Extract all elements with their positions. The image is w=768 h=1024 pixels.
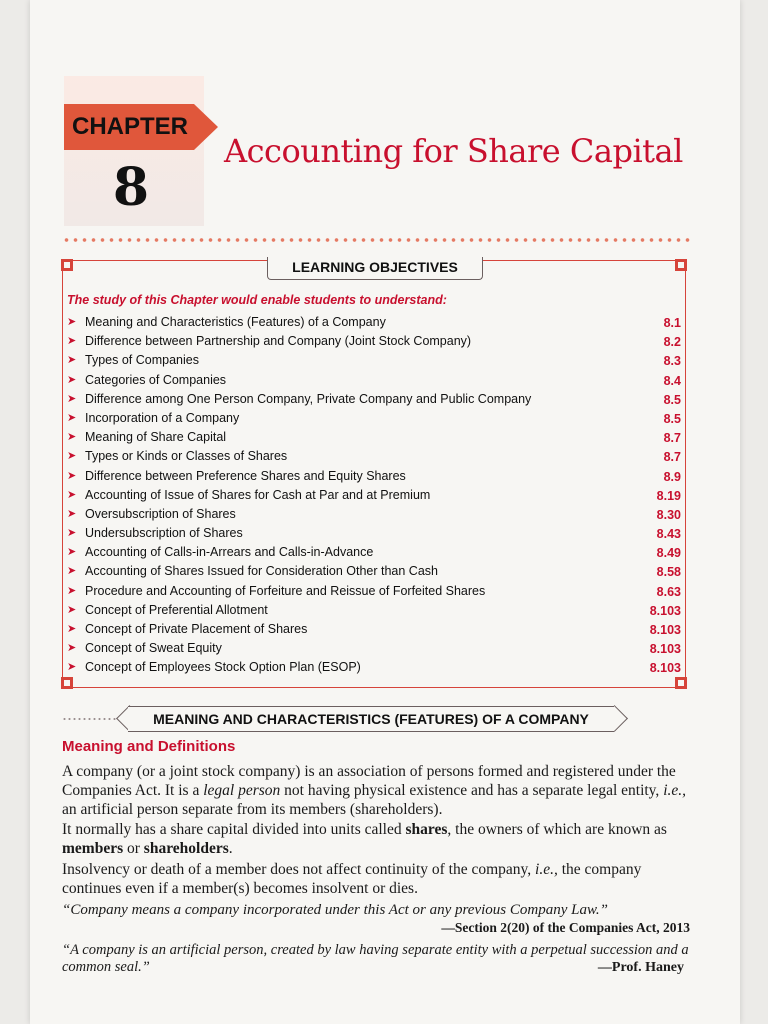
bullet-arrow-icon: ➤ bbox=[67, 450, 77, 463]
bullet-arrow-icon: ➤ bbox=[67, 565, 77, 578]
objective-page-ref: 8.30 bbox=[656, 507, 681, 522]
objective-item bbox=[67, 505, 683, 524]
objective-page-ref: 8.7 bbox=[663, 450, 681, 465]
bullet-arrow-icon: ➤ bbox=[67, 354, 77, 367]
corner-ornament-icon bbox=[61, 259, 73, 271]
objective-page-ref: 8.49 bbox=[656, 546, 681, 561]
objective-page-ref: 8.43 bbox=[656, 527, 681, 542]
objective-item bbox=[67, 447, 683, 466]
bullet-arrow-icon: ➤ bbox=[67, 335, 77, 348]
objective-item bbox=[67, 601, 683, 620]
objective-text: Concept of Preferential Allotment bbox=[85, 602, 268, 617]
objective-page-ref: 8.103 bbox=[649, 603, 681, 618]
bullet-arrow-icon: ➤ bbox=[67, 546, 77, 559]
chapter-label: CHAPTER bbox=[64, 104, 194, 150]
objective-item bbox=[67, 543, 683, 562]
bullet-arrow-icon: ➤ bbox=[67, 373, 77, 386]
objective-text: Undersubscription of Shares bbox=[85, 526, 243, 541]
objective-text: Types or Kinds or Classes of Shares bbox=[85, 449, 288, 464]
objective-page-ref: 8.19 bbox=[656, 488, 681, 503]
bullet-arrow-icon: ➤ bbox=[67, 584, 77, 597]
bullet-arrow-icon: ➤ bbox=[67, 507, 77, 520]
objective-page-ref: 8.63 bbox=[656, 584, 681, 599]
objective-text: Incorporation of a Company bbox=[85, 410, 240, 425]
citation-companies-act: —Section 2(20) of the Companies Act, 2013 bbox=[441, 920, 690, 935]
objective-page-ref: 8.5 bbox=[663, 411, 681, 426]
objective-text: Difference between Partnership and Company (Joint Stock Company) bbox=[85, 334, 472, 349]
citation-haney: —Prof. Haney bbox=[597, 960, 684, 975]
objective-text: Accounting of Shares Issued for Consideration Other than Cash bbox=[85, 564, 438, 579]
bullet-arrow-icon: ➤ bbox=[67, 527, 77, 540]
dotted-divider bbox=[62, 236, 692, 244]
corner-ornament-icon bbox=[675, 259, 687, 271]
objective-page-ref: 8.103 bbox=[649, 642, 681, 657]
objective-page-ref: 8.5 bbox=[663, 392, 681, 407]
bullet-arrow-icon: ➤ bbox=[67, 488, 77, 501]
objective-page-ref: 8.2 bbox=[663, 335, 681, 350]
paragraph-continuity: Insolvency or death of a member does not affect continuity of the company, i.e., the company continues even if a member(s) becomes insolvent or dies. bbox=[62, 861, 642, 897]
objective-item bbox=[67, 524, 683, 543]
objective-page-ref: 8.7 bbox=[663, 431, 681, 446]
objective-page-ref: 8.58 bbox=[656, 565, 681, 580]
bullet-arrow-icon: ➤ bbox=[67, 623, 77, 635]
chapter-title: Accounting for Share Capital bbox=[224, 132, 683, 170]
quote-companies-act: “Company means a company incorporated under this Act or any previous Company Law.” bbox=[62, 902, 608, 918]
objective-item bbox=[67, 409, 683, 428]
objective-text: Accounting of Calls-in-Arrears and Calls-in-Advance bbox=[85, 545, 374, 560]
learning-objectives-list bbox=[67, 313, 683, 678]
paragraph-shares: It normally has a share capital divided into units called shares, the owners of which are known as members or shareholders. bbox=[62, 821, 667, 857]
objective-item bbox=[67, 658, 683, 677]
objective-text: Difference among One Person Company, Private Company and Public Company bbox=[85, 391, 532, 406]
bullet-arrow-icon: ➤ bbox=[67, 603, 77, 616]
objective-item bbox=[67, 332, 683, 351]
bullet-arrow-icon: ➤ bbox=[67, 469, 77, 482]
chapter-number: 8 bbox=[112, 157, 150, 218]
bullet-arrow-icon: ➤ bbox=[67, 642, 77, 655]
objective-page-ref: 8.3 bbox=[663, 354, 681, 369]
bullet-arrow-icon: ➤ bbox=[67, 431, 77, 444]
objective-item bbox=[67, 467, 683, 486]
objective-item bbox=[67, 620, 683, 639]
objective-item bbox=[67, 390, 683, 409]
learning-objectives-box bbox=[62, 260, 686, 688]
learning-objectives-heading: LEARNING OBJECTIVES bbox=[267, 257, 483, 280]
objective-text: Accounting of Issue of Shares for Cash at Par and at Premium bbox=[85, 487, 431, 502]
learning-objectives-intro: The study of this Chapter would enable students to understand: bbox=[67, 293, 447, 307]
objective-item bbox=[67, 562, 683, 581]
bullet-arrow-icon: ➤ bbox=[67, 661, 77, 674]
quote-haney: “A company is an artificial person, created by law having separate entity with a perpetual succession and a common seal.” bbox=[62, 942, 689, 975]
objective-text: Procedure and Accounting of Forfeiture and Reissue of Forfeited Shares bbox=[85, 583, 486, 598]
objective-item bbox=[67, 486, 683, 505]
objective-page-ref: 8.103 bbox=[649, 661, 681, 676]
objective-text: Meaning of Share Capital bbox=[85, 430, 227, 445]
section-heading-frame bbox=[114, 706, 630, 732]
subheading: Meaning and Definitions bbox=[62, 738, 236, 755]
objective-page-ref: 8.4 bbox=[663, 373, 681, 388]
objective-text: Concept of Employees Stock Option Plan (ESOP) bbox=[85, 660, 361, 675]
objective-page-ref: 8.1 bbox=[663, 316, 681, 330]
corner-ornament-icon bbox=[61, 677, 73, 689]
corner-ornament-icon bbox=[675, 677, 687, 689]
section-dots bbox=[62, 717, 118, 721]
objective-text: Concept of Private Placement of Shares bbox=[85, 622, 308, 636]
objective-item bbox=[67, 351, 683, 370]
bullet-arrow-icon: ➤ bbox=[67, 411, 77, 424]
objective-item bbox=[67, 639, 683, 658]
bullet-arrow-icon: ➤ bbox=[67, 392, 77, 405]
objective-page-ref: 8.103 bbox=[649, 623, 681, 637]
section-heading: MEANING AND CHARACTERISTICS (FEATURES) OF A COMPANY bbox=[128, 706, 614, 732]
objective-text: Types of Companies bbox=[85, 353, 199, 368]
chapter-arrow-icon bbox=[194, 104, 218, 150]
objective-item bbox=[67, 371, 683, 390]
objective-text: Oversubscription of Shares bbox=[85, 506, 236, 521]
objective-item bbox=[67, 582, 683, 601]
objective-page-ref: 8.9 bbox=[663, 469, 681, 484]
paragraph-definition: A company (or a joint stock company) is an association of persons formed and registered under the Companies Act. It is a legal person not having physical existence and has a separate legal entity, i.e., an artificial person separate from its members (shareholders). bbox=[62, 763, 686, 818]
objective-item bbox=[67, 428, 683, 447]
objective-text: Meaning and Characteristics (Features) of a Company bbox=[85, 315, 386, 329]
bullet-arrow-icon: ➤ bbox=[67, 316, 77, 328]
objective-text: Concept of Sweat Equity bbox=[85, 641, 222, 656]
objective-text: Difference between Preference Shares and Equity Shares bbox=[85, 468, 406, 483]
objective-text: Categories of Companies bbox=[85, 372, 227, 387]
objective-item bbox=[67, 313, 683, 332]
